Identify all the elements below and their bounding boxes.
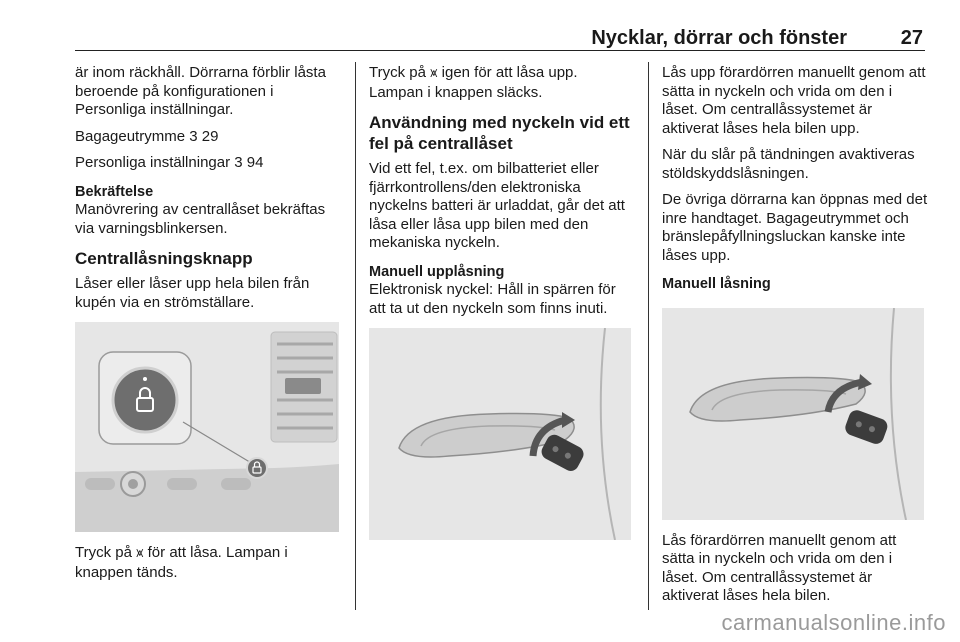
ref-page-number[interactable]: 29 (201, 127, 219, 145)
column-1 (75, 64, 345, 590)
ref-link-bagageutrymme[interactable]: Bagageutrymme (75, 127, 186, 145)
column-2 (369, 64, 635, 552)
col3-paragraph-3: De övriga dörrarna kan öppnas med det inre handtaget. Bagageutrymmet och bränslepåfyllningsluckan kanske inte låses upp. (662, 191, 928, 264)
col2-paragraph-3: Elektronisk nyckel: Håll in spärren för att ta ut den nyckeln som finns inuti. (369, 281, 616, 317)
col2-paragraph-2: Vid ett fel, t.ex. om bilbatteriet eller fjärrkontrollens/den elektroniska nyckelns batteri är urladdat, går det att låsa eller låsa upp bilen med den mekaniska nyckeln. (369, 160, 625, 251)
col1-paragraph-2: Manövrering av centrallåset bekräftas via varningsblinkersen. (75, 201, 326, 237)
heading-centrallasningsknapp: Centrallåsningsknapp (75, 249, 253, 268)
col1-reference-2 (75, 154, 345, 173)
column-3 (662, 64, 930, 614)
lock-button-icon: ⩙ (136, 546, 144, 561)
subheading-bekraftelse: Bekräftelse (75, 183, 154, 200)
column-divider-1 (355, 62, 356, 610)
subheading-manuell-upplasning: Manuell upplåsning (369, 263, 505, 280)
col1-paragraph-1: är inom räckhåll. Dörrarna förblir låsta beroende på konfigurationen i Personliga inställningar. (75, 64, 326, 118)
lock-button-icon: ⩙ (430, 66, 438, 81)
page-number: 27 (900, 27, 923, 49)
col2-paragraph-1: Tryck på ⩙ igen för att låsa upp. Lampan i knappen släcks. (369, 64, 578, 101)
subheading-manuell-lasning: Manuell låsning (662, 276, 771, 292)
column-divider-2 (648, 62, 649, 610)
watermark: carmanualsonline.info (721, 610, 946, 635)
col3-paragraph-1: Lås upp förardörren manuellt genom att sätta in nyckeln och vrida om den i låset. Om centrallåssystemet är aktiverat låses hela bilen upp. (662, 64, 926, 137)
ref-arrow-icon: 3 (189, 127, 198, 145)
ref-arrow-icon: 3 (234, 154, 243, 171)
header-title: Nycklar, dörrar och fönster (591, 27, 847, 49)
ref-link-personliga[interactable]: Personliga inställningar (75, 154, 231, 171)
manual-unlock-figure (369, 328, 631, 540)
ref-page-number[interactable]: 94 (246, 154, 264, 171)
page-header (75, 26, 925, 51)
manual-lock-figure (662, 308, 924, 520)
heading-anvandning-med-nyckeln: Användning med nyckeln vid ett fel på centrallåset (369, 113, 630, 153)
col3-paragraph-4: Lås förardörren manuellt genom att sätta in nyckeln och vrida om den i låset. Om centrallåssystemet är aktiverat låses hela bilen. (662, 531, 897, 604)
central-lock-button-figure (75, 322, 339, 532)
col1-reference-1 (75, 128, 345, 147)
figure-caption: Tryck på ⩙ för att låsa. Lampan i knappen tänds. (75, 544, 288, 581)
col3-paragraph-2: När du slår på tändningen avaktiveras stöldskyddslåsningen. (662, 146, 915, 182)
col1-paragraph-3: Låser eller låser upp hela bilen från kupén via en strömställare. (75, 275, 310, 311)
